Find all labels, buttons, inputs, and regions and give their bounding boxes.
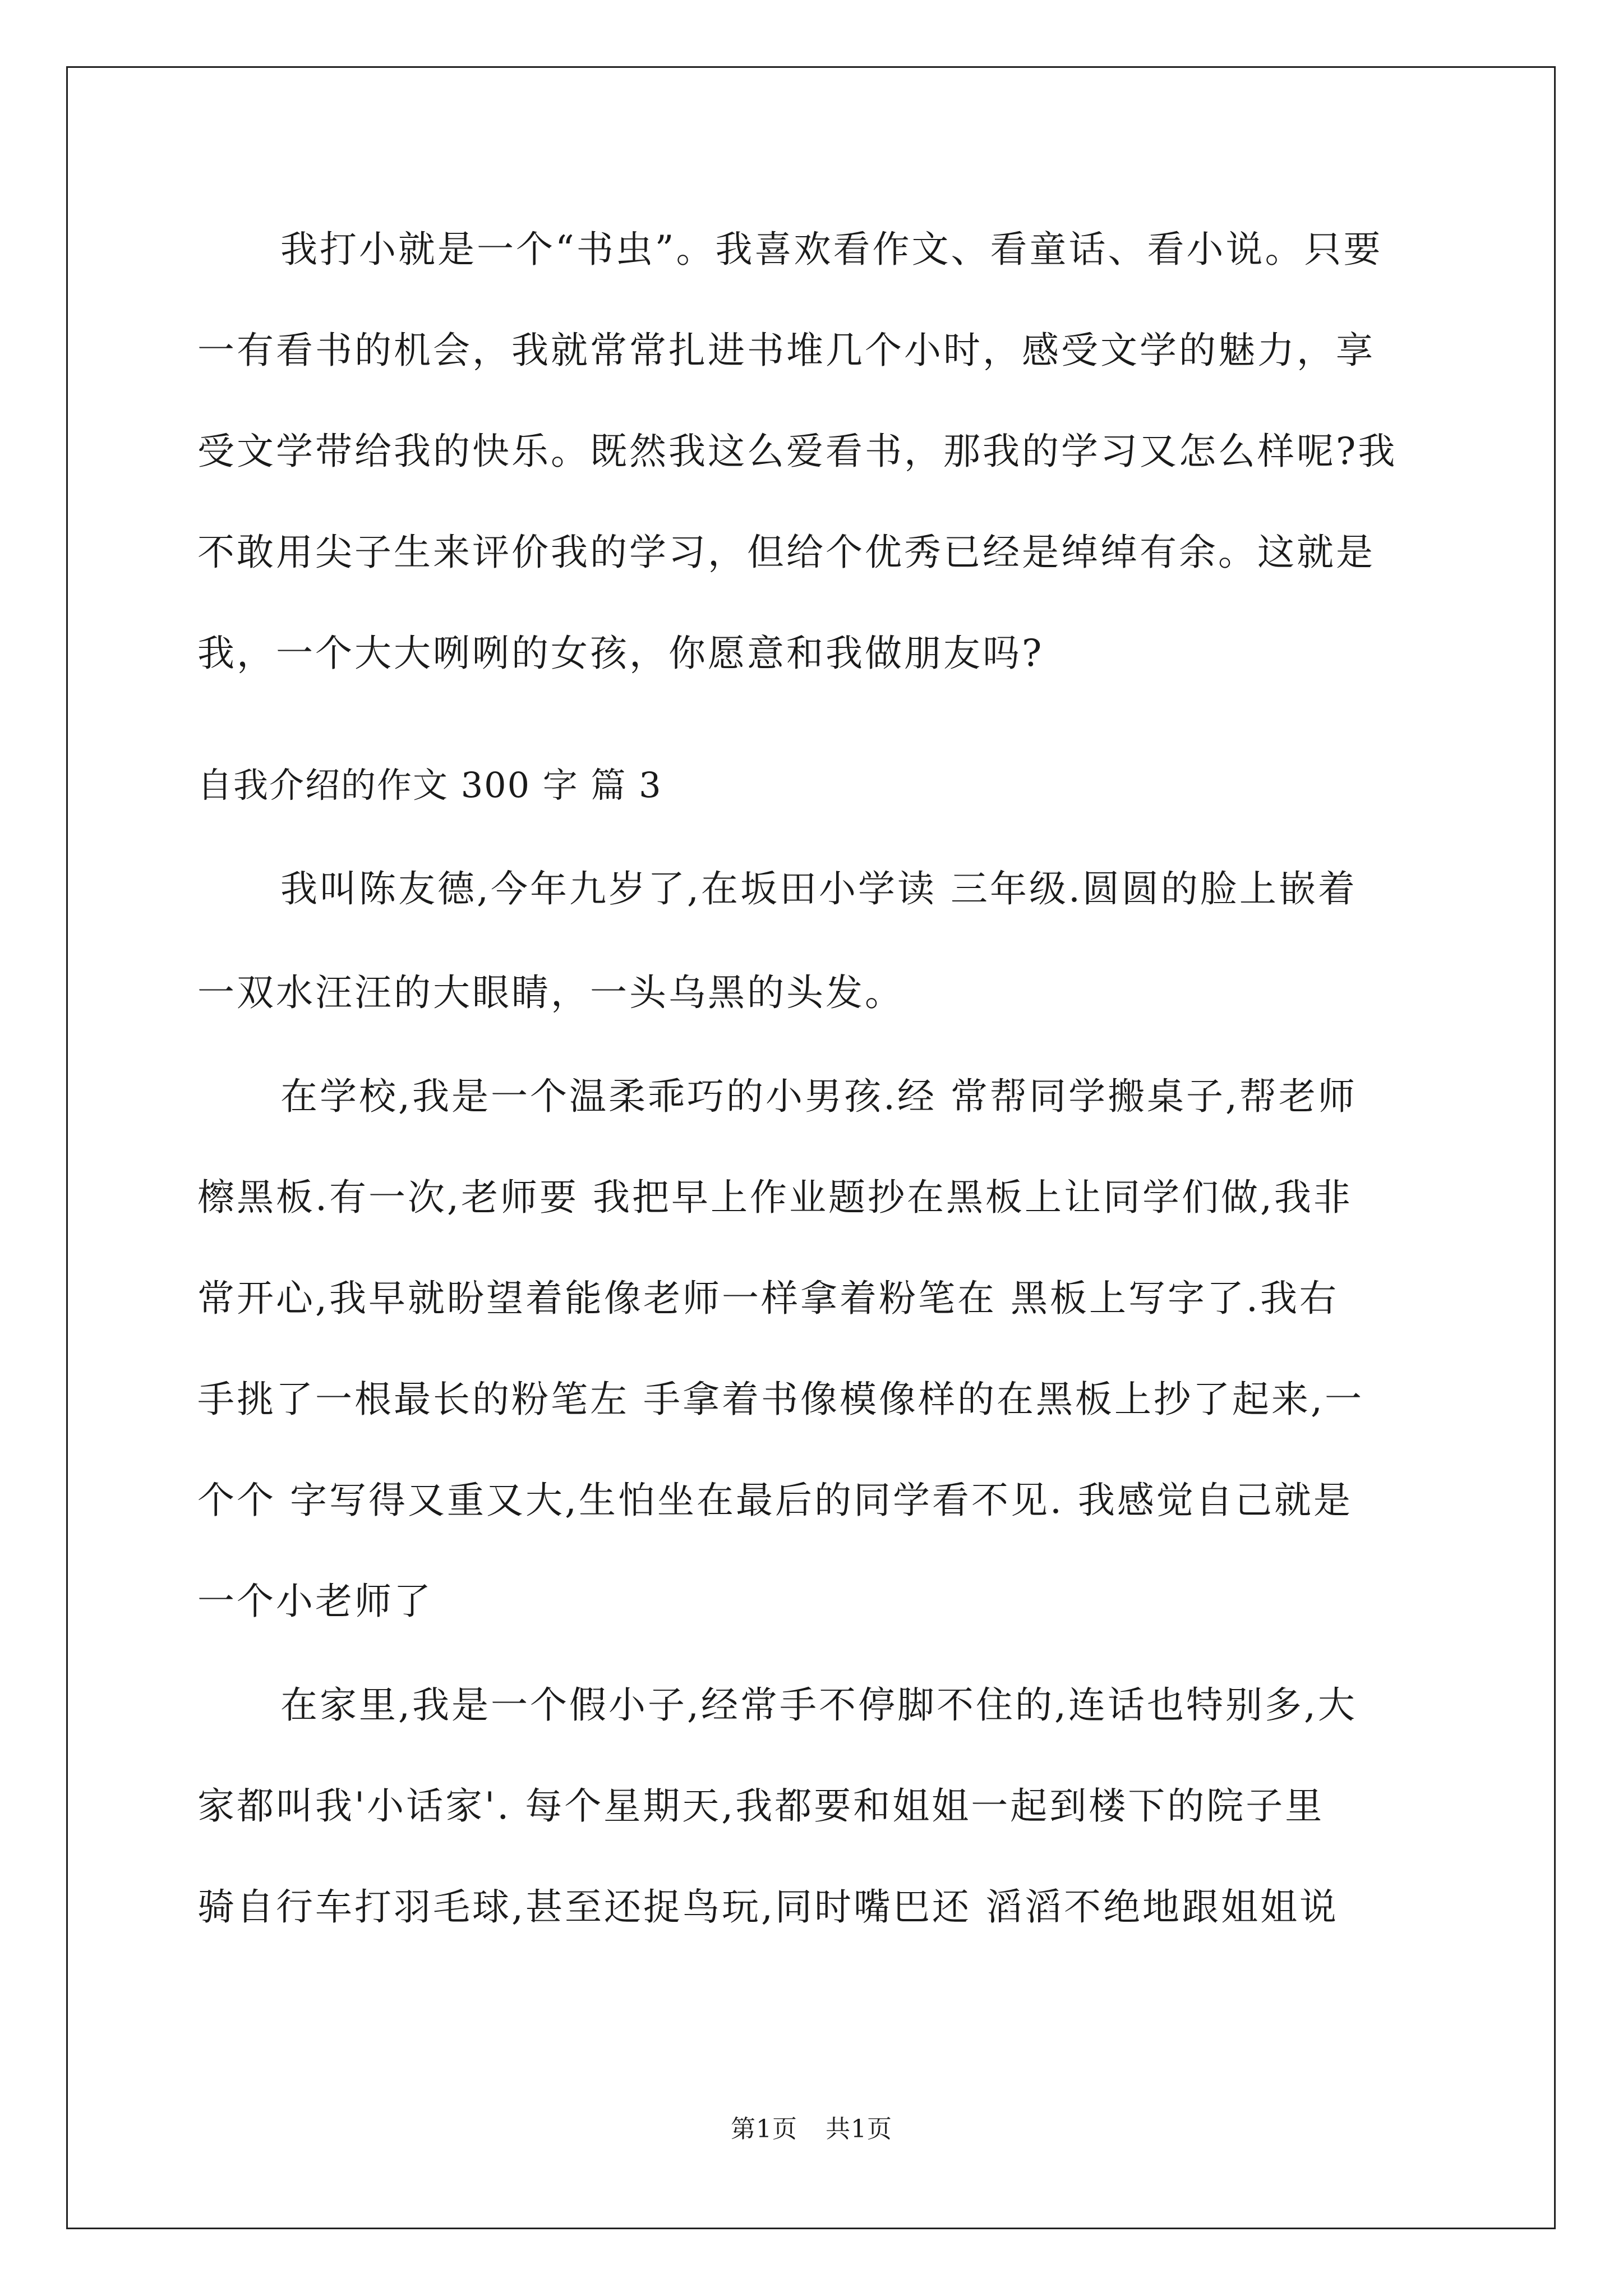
paragraph-line: 一个小老师了 [197,1580,433,1623]
section-heading: 自我介绍的作文 300 字 篇 3 [197,765,662,806]
paragraph-line: 我，一个大大咧咧的女孩，你愿意和我做朋友吗? [197,632,1044,675]
paragraph-line: 在家里,我是一个假小子,经常手不停脚不住的,连话也特别多,大 [280,1683,1357,1727]
paragraph-line: 骑自行车打羽毛球,甚至还捉鸟玩,同时嘴巴还 滔滔不绝地跟姐姐说 [197,1885,1339,1929]
paragraph-line: 一有看书的机会，我就常常扎进书堆几个小时，感受文学的魅力，享 [197,329,1375,372]
paragraph-line: 檫黑板.有一次,老师要 我把早上作业题抄在黑板上让同学们做,我非 [197,1176,1353,1219]
paragraph-line: 在学校,我是一个温柔乖巧的小男孩.经 常帮同学搬桌子,帮老师 [280,1075,1357,1118]
paragraph-line: 不敢用尖子生来评价我的学习，但给个优秀已经是绰绰有余。这就是 [197,531,1375,574]
page-footer [0,2114,1623,2145]
paragraph-line: 常开心,我早就盼望着能像老师一样拿着粉笔在 黑板上写字了.我右 [197,1277,1339,1320]
paragraph-line: 手挑了一根最长的粉笔左 手拿着书像模像样的在黑板上抄了起来,一 [197,1378,1364,1421]
page-number: 第1页 [731,2115,797,2143]
paragraph-line: 受文学带给我的快乐。既然我这么爱看书，那我的学习又怎么样呢?我 [197,430,1398,473]
paragraph-line: 我叫陈友德,今年九岁了,在坂田小学读 三年级.圆圆的脸上嵌着 [280,867,1357,910]
paragraph-line: 一双水汪汪的大眼睛，一头乌黑的头发。 [197,971,904,1014]
paragraph-line: 我打小就是一个“书虫”。我喜欢看作文、看童话、看小说。只要 [280,228,1383,271]
page-total: 共1页 [826,2115,892,2143]
paragraph-line: 个个 字写得又重又大,生怕坐在最后的同学看不见. 我感觉自己就是 [197,1479,1353,1522]
paragraph-line: 家都叫我'小话家'. 每个星期天,我都要和姐姐一起到楼下的院子里 [197,1784,1325,1828]
